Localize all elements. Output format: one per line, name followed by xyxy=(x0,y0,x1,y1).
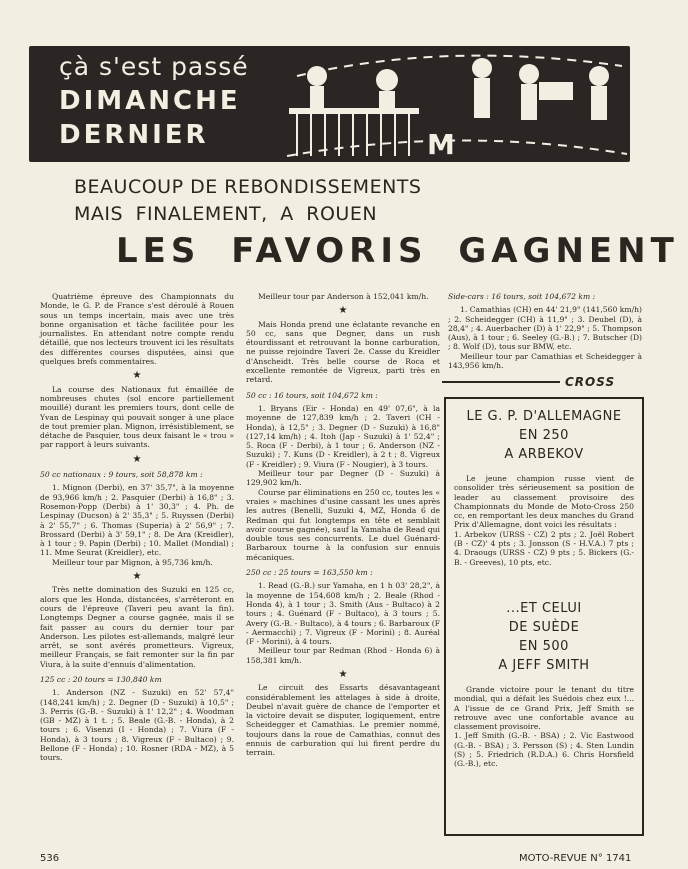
cross-tag: CROSS xyxy=(565,375,616,389)
section-heading: 125 cc : 20 tours = 130,840 km xyxy=(40,674,162,684)
section-heading: 250 cc : 25 tours = 163,550 km : xyxy=(246,568,373,578)
cross-results: 1. Jeff Smith (G.-B. - BSA) ; 2. Vic Eastwood (G.-B. - BSA) ; 3. Persson (S) ; 4. Sten Lundin (S) ; 5. Friedrich (R.D.A.) 6. Chris Horsfield (G.-B.), etc. xyxy=(454,731,634,769)
banner-line-2: DIMANCHE xyxy=(59,86,241,116)
cross-heading-1-line: A ARBEKOV xyxy=(504,447,584,462)
article-column-2 xyxy=(246,292,440,758)
honda-paragraph: Mais Honda prend une éclatante revanche en 50 cc, sans que Degner, dans un rush étourdissant et retrouvant la bonne carburation, ne puisse rejoindre Taveri 2e. Casse du Kreidler d'Anscheidt. Très belle course de Roca et excellente remontée de Vigreux, parti très en retard. xyxy=(246,319,440,385)
results-paragraph: 1. Bryans (Eir - Honda) en 49' 07,6", à la moyenne de 127,839 km/h ; 2. Taveri (CH - Honda), à 12,5" ; 3. Degner (D - Suzuki) à 16,8" (127,14 km/h) ; 4. Itoh (Jap - Suzuki) à 1' 52,4" ; 5. Roca (F - Derbi), à 1 tour ; 6. Anderson (NZ - Suzuki) ; 7. Kuns (D - Kreidler), à 2 t ; 8. Vigreux (F - Kreidler) ; 9. Viura (F - Nougier), à 3 tours. xyxy=(246,403,440,469)
spectators-illustration xyxy=(277,46,630,162)
cross-heading-2 xyxy=(446,599,642,675)
cross-heading-1 xyxy=(446,407,642,464)
cross-rule xyxy=(442,381,560,383)
cross-paragraph: Grande victoire pour le tenant du titre mondial, qui a défait les Suédois chez eux !... A l'issue de ce Grand Prix, Jeff Smith se retrouve avec une confortable avance au classement provisoire. xyxy=(454,684,634,732)
magazine-issue: MOTO-REVUE N° 1741 xyxy=(519,853,632,864)
headline-line-1: BEAUCOUP DE REBONDISSEMENTS xyxy=(74,176,422,198)
results-paragraph: 1. Anderson (NZ - Suzuki) en 52' 57,4" (148,241 km/h) ; 2. Degner (D - Suzuki) à 10,5" ; 3. Perris (G.-B. - Suzuki) à 1' 12,2" ; 4. Woodman (GB - MZ) à 1 t. ; 5. Beale (G.-B. - Honda), à 2 tours ; 6. Visenzi (I - Honda) ; 7. Viura (F - Honda), à 3 tours ; 8. Vigreux (F - Bultaco) ; 9. Bellone (F - Honda) ; 10. Rosner (RDA - MZ), à 5 tours. xyxy=(40,688,234,763)
cross-text-2 xyxy=(446,685,642,769)
banner-line-1: çà s'est passé xyxy=(59,52,249,81)
best-lap-paragraph: Meilleur tour par Camathias et Scheidegger à 143,956 km/h. xyxy=(448,351,642,371)
suzuki-paragraph: Très nette domination des Suzuki en 125 cc, alors que les Honda, distancées, s'arrêteront en cours de l'épreuve (Taveri peu avant la fin). Longtemps Degner a course gagnée, mais il se fait passer au cours du dernier tour par Anderson. Les pilotes est-allemands, malgré leur arrêt, se sont avérés prometteurs. Vigreux, meilleur Français, se fait remonter sur la fin par Viura, à la suite d'ennuis d'alimentation. xyxy=(40,585,234,669)
headline-line-2: MAIS FINALEMENT, A ROUEN xyxy=(74,203,378,225)
course-250-paragraph: Course par éliminations en 250 cc, toutes les « vraies » machines d'usine cassant les unes après les autres (Benelli, Suzuki 4, MZ, Honda 6 de Redman qui fut longtemps en tête et semblait avoir course gagnée), sauf la Yamaha de Read qui double tous ses concurrents. Le duel Guénard-Barbaroux tourne à la confusion sur ennuis mécaniques. xyxy=(246,487,440,562)
star-separator: ★ xyxy=(338,668,348,680)
best-lap-paragraph: Meilleur tour par Redman (Rhod - Honda 6) à 158,381 km/h. xyxy=(246,646,440,665)
star-separator: ★ xyxy=(132,571,142,583)
section-heading: Side-cars : 16 tours, soit 104,672 km : xyxy=(448,292,596,301)
star-separator: ★ xyxy=(132,453,142,465)
essarts-paragraph: Le circuit des Essarts désavantageant considérablement les attelages à side à droite, Deubel n'avait guère de chance de l'emporter et la victoire devait se disputer, logiquement, entre Scheidegger et Camathias. Le premier nommé, toujours dans la roue de Camathias, connut des ennuis de carburation qui lui firent perdre du terrain. xyxy=(246,683,440,758)
cross-results: 1. Arbekov (URSS - CZ) 2 pts ; 2. Joël Robert (B - CZ)' 4 pts ; 3. Jonsson (S - H.V.A.) 7 pts ; 4. Draougs (URSS - CZ) 9 pts ; 5. Bickers (G.-B. - Greeves), 10 pts, etc. xyxy=(454,529,634,567)
cross-paragraph: Le jeune champion russe vient de consolider très sérieusement sa position de leader au classement provisoire des Championnats du Monde de Moto-Cross 250 cc, en remportant les deux manches du Grand Prix d'Allemagne, dont voici les résultats : xyxy=(454,474,634,530)
best-lap-paragraph: Meilleur tour par Anderson à 152,041 km/h. xyxy=(258,292,429,301)
cross-heading-2-line: ...ET CELUI xyxy=(506,600,582,616)
section-heading: 50 cc nationaux : 9 tours, soit 58,878 km : xyxy=(40,470,203,480)
best-lap-paragraph: Meilleur tour par Degner (D - Suzuki) à 129,902 km/h. xyxy=(246,469,440,488)
banner-line-3: DERNIER xyxy=(59,120,209,150)
cross-heading-2-line: DE SUÈDE xyxy=(508,619,580,635)
section-heading: 50 cc : 16 tours, soit 104,672 km : xyxy=(246,390,378,400)
results-paragraph: 1. Read (G.-B.) sur Yamaha, en 1 h 03' 28,2", à la moyenne de 154,608 km/h ; 2. Beale (Rhod - Honda 4), à 1 tour ; 3. Smith (Aus - Bultaco) à 2 tours ; 4. Guénard (F - Bultaco), à 3 tours ; 5. Avery (G.-B. - Bultaco), à 4 tours ; 6. Barbaroux (F - Aermacchi) ; 7. Vigreux (F - Morini) ; 8. Auréal (F - Morini), à 4 tours. xyxy=(246,581,440,647)
nationaux-paragraph: La course des Nationaux fut émaillée de nombreuses chutes (sol encore partiellement mouillé) durant les premiers tours, dont celle de Yvan de Lespinay qui pouvait songer à une place de tout premier plan. Mignon, irrésistiblement, se détache de Pasquier, tous deux faisant le « trou » par rapport à leurs suivants. xyxy=(40,384,234,450)
headline-main: LES FAVORIS GAGNENT xyxy=(116,231,679,271)
best-lap-paragraph: Meilleur tour par Mignon, à 95,736 km/h. xyxy=(52,557,213,567)
page-number: 536 xyxy=(40,853,60,864)
results-paragraph: 1. Mignon (Derbi), en 37' 35,7", à la moyenne de 93,966 km/h ; 2. Pasquier (Derbi) à 16,8" ; 3. Rosemon-Popp (Derbi) à 1' 30,3" ; 4. Ph. de Lespinay (Ducson) à 2' 35,3" ; 5. Ruyssen (Derbi) à 2' 55,7" ; 6. Thomas (Superia) à 2' 56,9" ; 7. Brossard (Derbi) à 3' 59,1" ; 8. De Ara (Kreidler), à 1 tour ; 9. Papin (Derbi) ; 10. Mallet (Mondial) ; 11. Mme Seurat (Kreidler), etc. xyxy=(40,483,234,558)
cross-box xyxy=(444,397,644,836)
results-paragraph: 1. Camathias (CH) en 44' 21,9" (141,560 km/h) ; 2. Scheidegger (CH) à 11,9" ; 3. Deubel (D), à 28,4" ; 4. Auerbacher (D) à 1' 22,9" ; 5. Thompson (Aus), à 1 tour ; 6. Seeley (G.-B.) ; 7. Butscher (D) ; 8. Wolf (D), tous sur BMW, etc. xyxy=(448,305,642,352)
article-column-3 xyxy=(448,292,642,370)
cross-heading-2-line: EN 500 xyxy=(519,638,569,654)
cross-heading-1-line: EN 250 xyxy=(519,428,569,443)
star-separator: ★ xyxy=(132,370,142,382)
cross-text-1 xyxy=(446,474,642,567)
cross-heading-1-line: LE G. P. D'ALLEMAGNE xyxy=(466,409,622,424)
article-column-1 xyxy=(40,292,234,763)
banner xyxy=(29,46,630,162)
star-separator: ★ xyxy=(338,305,348,317)
cross-heading-2-line: A JEFF SMITH xyxy=(498,657,590,673)
svg-text:M: M xyxy=(427,128,455,161)
intro-paragraph: Quatrième épreuve des Championnats du Monde, le G. P. de France s'est déroulé à Rouen sous un temps incertain, mais avec une très bonne organisation et tâche facilitée pour les journalistes. En attendant notre compte rendu détaillé, que nos lecteurs trouvent ici les résultats des différentes courses disputées, ainsi que quelques brefs commentaires. xyxy=(40,292,234,367)
